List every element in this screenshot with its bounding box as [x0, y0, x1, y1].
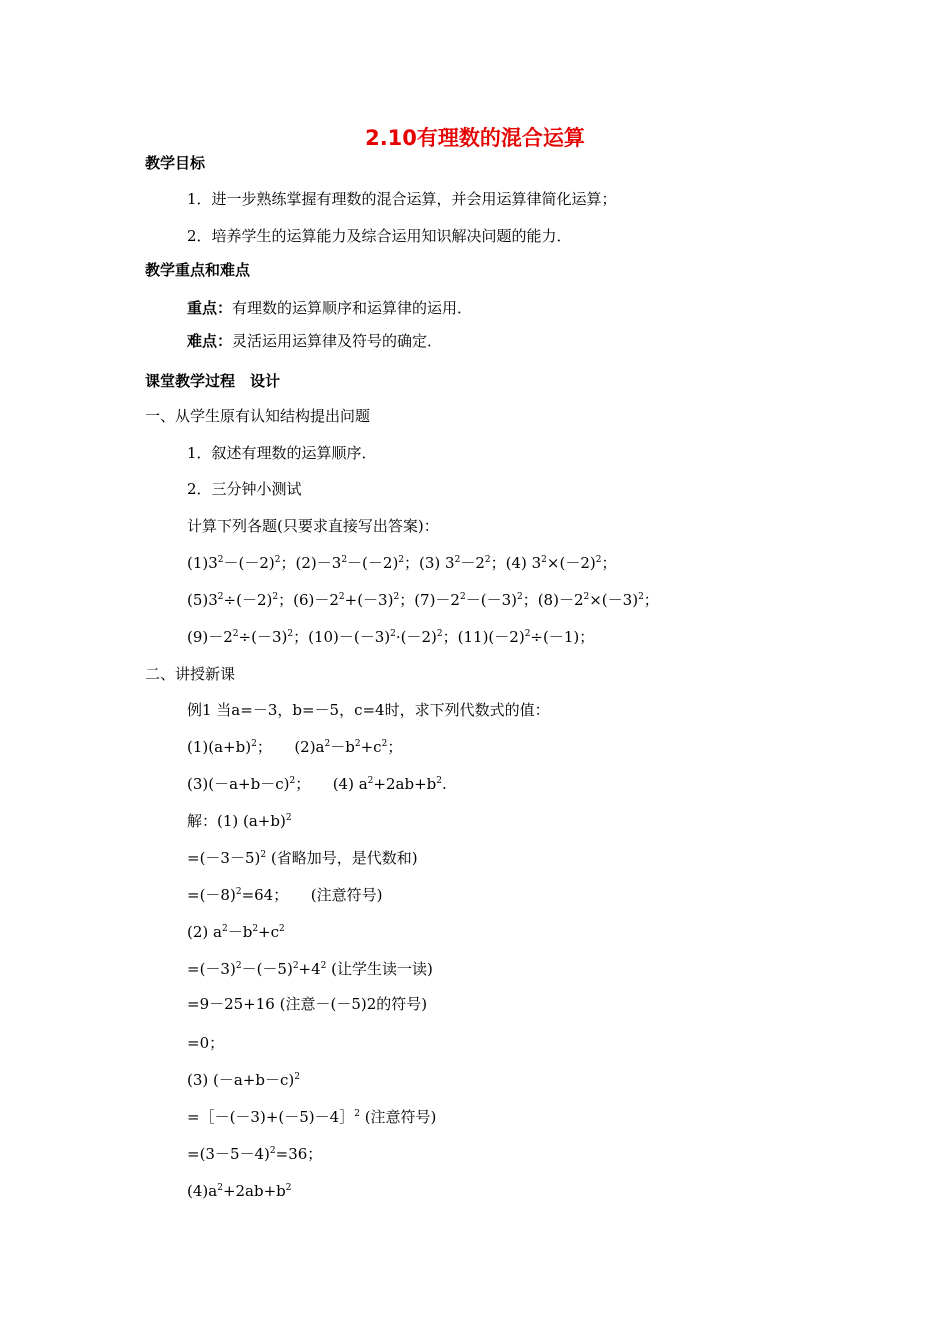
- exercise-row-1: $(1)3^2-(-2)^2$；$(2)-3^2-(-2)^2$；(3) $3^2-2^2$；(4) $3^2\times(-2)^2$；: [187, 554, 617, 572]
- solution-3-step-2-result: =36；: [275, 1145, 323, 1163]
- solution-1-step-2-result: =64； (注意符号): [241, 886, 383, 904]
- solution-3-step-2: $=(3-5-4)^2=36$；: [187, 1145, 323, 1163]
- example-1-item-3-4: $(3)(-a+b-c)^2$； (4) $a^2+2ab+b^2$.: [187, 775, 447, 793]
- part-1-item-1: 1．叙述有理数的运算顺序．: [187, 444, 377, 462]
- solution-2: (2) $a^2-b^2+c^2$: [187, 923, 285, 941]
- solution-3-step-1: =［－(－3)+(－5)－4］$^2$ (注意符号): [187, 1108, 437, 1126]
- solution-1: 解：(1) $(a+b)^2$: [187, 812, 292, 830]
- solution-2-text: (2) a: [187, 923, 222, 941]
- process-heading: 课堂教学过程 设计: [145, 372, 281, 390]
- key-points-heading: 教学重点和难点: [145, 261, 251, 279]
- solution-2-step-1: $=(-3)^2-(-5)^2+4^2$ (让学生读一读): [187, 960, 433, 978]
- goal-2: 2．培养学生的运算能力及综合运用知识解决问题的能力．: [187, 227, 572, 245]
- exercise-row-3: $(9)-2^2\div(-3)^2$；$(10)-(-3)^2\cdot(-2)^2$；$(11)(-2)^2\div(-1)$；: [187, 628, 595, 646]
- part-1-item-2: 2．三分钟小测试: [187, 480, 302, 498]
- key-point-text: 有理数的运算顺序和运算律的运用．: [232, 299, 473, 317]
- solution-3-text: (3) (－a+b－c): [187, 1071, 295, 1089]
- document-title: 2.10有理数的混合运算: [365, 126, 585, 150]
- solution-1-step-1-expr: =(－3－5): [187, 849, 261, 867]
- difficulty-label: 难点：: [187, 332, 233, 350]
- exercise-row-2: $(5)3^2\div(-2)^2$；$(6)-2^2+(-3)^2$；$(7)-2^2-(-3)^2$；$(8)-2^2\times(-3)^2$；: [187, 591, 659, 609]
- solution-1-step-1-note: (省略加号，是代数和): [266, 849, 418, 867]
- solution-2-step-3: =0；: [187, 1034, 225, 1052]
- difficulty-text: 灵活运用运算律及符号的确定．: [232, 332, 443, 350]
- solution-3-step-2-expr: =(3－5－4): [187, 1145, 270, 1163]
- solution-3: (3) $(-a+b-c)^2$: [187, 1071, 300, 1089]
- solution-1-step-2: $=(-8)^2=64$； (注意符号): [187, 886, 383, 904]
- solution-4: $(4)a^2+2ab+b^2$: [187, 1182, 292, 1200]
- solution-3-step-1-expr: =［－(－3)+(－5)－4］: [187, 1108, 355, 1126]
- difficulty-point: [187, 331, 442, 351]
- example-1: 例1 当a=－3，b=－5，c=4时，求下列代数式的值：: [187, 701, 550, 719]
- solution-1-text: 解：(1) (a+b): [187, 812, 286, 830]
- goals-heading: 教学目标: [145, 154, 206, 172]
- example-1-item-1-2: $(1)(a+b)^2$； $(2)a^2-b^2+c^2$；: [187, 738, 403, 756]
- solution-2-step-2: =9－25+16 (注意－(－5)2的符号): [187, 995, 428, 1013]
- solution-1-step-1: $=(-3-5)^2$ (省略加号，是代数和): [187, 849, 418, 867]
- goal-1: 1．进一步熟练掌握有理数的混合运算，并会用运算律简化运算；: [187, 190, 617, 208]
- key-point-label: 重点：: [187, 299, 233, 317]
- solution-4-text: (4)a: [187, 1182, 218, 1200]
- solution-3-step-1-note: (注意符号): [359, 1108, 437, 1126]
- solution-1-step-2-expr: =(－8): [187, 886, 236, 904]
- key-point: [187, 298, 472, 318]
- part-1-heading: 一、从学生原有认知结构提出问题: [145, 407, 371, 425]
- part-1-calc-instruction: 计算下列各题(只要求直接写出答案)：: [187, 517, 439, 535]
- part-2-heading: 二、讲授新课: [145, 665, 236, 683]
